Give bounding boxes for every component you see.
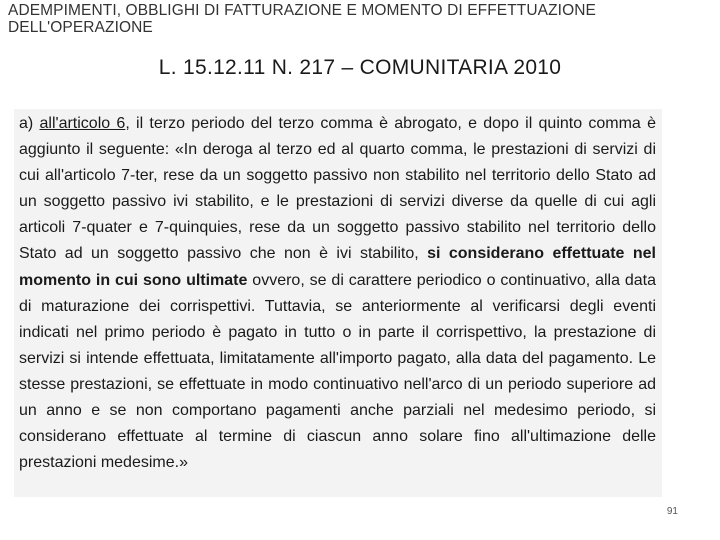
body-paragraph (19, 111, 656, 476)
paragraph-text-part-1: , il terzo periodo del terzo comma è abrogato, e dopo il quinto comma è aggiunto il seguente: «In deroga al terzo ed al quarto comma, le prestazioni di servizi di cui all'articolo 7-ter, rese da un soggetto passivo non stabilito nel territorio dello Stato ad un soggetto passivo ivi stabilito, e le prestazioni di servizi diverse da quelle di cui agli articoli 7-quater e 7-quinquies, rese da un soggetto passivo stabilito nel territorio dello Stato ad un soggetto passivo che non è ivi stabilito, (19, 115, 657, 263)
paragraph-bold-text: si considerano effettuate nel momento in cui sono ultimate (19, 245, 657, 289)
slide-header-title: ADEMPIMENTI, OBBLIGHI DI FATTURAZIONE E MOMENTO DI EFFETTUAZIONE DELL'OPERAZIONE (8, 2, 596, 36)
paragraph-prefix: a) (19, 115, 40, 132)
paragraph-text-part-2: ovvero, se di carattere periodico o continuativo, alla data di maturazione dei corrispettivi. Tuttavia, se anteriormente al verificarsi degli eventi indicati nel primo periodo è pagato in tutto o in parte il corrispettivo, la prestazione di servizi si intende effettuata, limitatamente all'importo pagato, alla data del pagamento. Le stesse prestazioni, se effettuate in modo continuativo nell'arco di un periodo superiore ad un anno e se non comportano pagamenti anche parziali nel medesimo periodo, si considerano effettuate al termine di ciascun anno solare fino all'ultimazione delle prestazioni medesime.» (19, 271, 656, 472)
article-6-link[interactable]: all'articolo 6 (39, 115, 126, 132)
slide-subtitle: L. 15.12.11 N. 217 – COMUNITARIA 2010 (158, 56, 562, 79)
page-number: 91 (666, 506, 678, 517)
